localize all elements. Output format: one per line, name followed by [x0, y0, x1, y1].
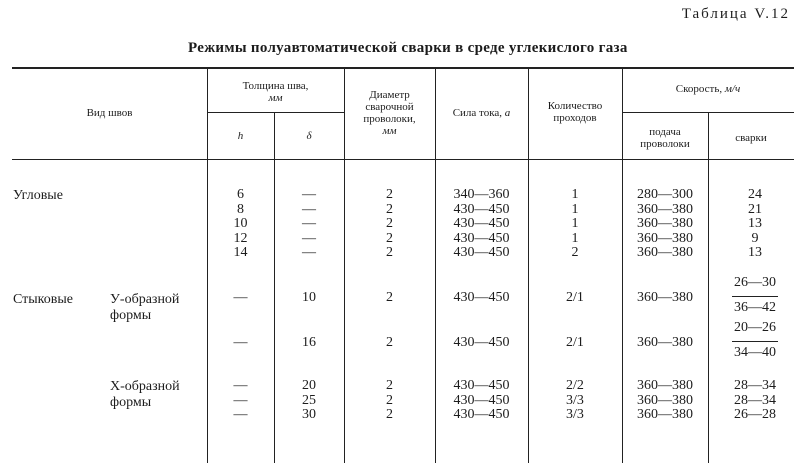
- table-cell: 360—380: [637, 230, 693, 246]
- table-cell: 3/3: [566, 392, 584, 408]
- table-cell: 360—380: [637, 392, 693, 408]
- table-cell: 1: [571, 230, 579, 246]
- table-cell: 2: [571, 245, 579, 260]
- table-cell: 2/1: [566, 290, 584, 305]
- table-cell: 2: [386, 290, 393, 305]
- x-welding-column: [708, 379, 802, 423]
- table-cell: 2/2: [566, 378, 584, 393]
- top-rule: [12, 67, 794, 69]
- table-cell: 2: [386, 407, 393, 422]
- table-cell: 6: [237, 187, 244, 202]
- table-cell: 12: [233, 230, 248, 246]
- table-cell: 360—380: [637, 378, 693, 393]
- table-cell: —: [302, 187, 316, 202]
- header-weld-type: Вид швов: [86, 107, 133, 119]
- table-cell: —: [233, 290, 248, 305]
- table-cell: 430—450: [453, 290, 510, 305]
- group-butt: Стыковые: [13, 292, 73, 307]
- table-cell: 21: [748, 201, 762, 217]
- header-h: h: [237, 130, 244, 142]
- table-cell: 2/1: [566, 335, 584, 350]
- table-cell: 360—380: [637, 216, 693, 231]
- header-current: Сила тока, а: [452, 107, 511, 119]
- table-cell: 430—450: [453, 201, 510, 217]
- table-cell: 360—380: [637, 407, 693, 422]
- x-h-column: [207, 379, 274, 423]
- fillet-passes-column: [528, 188, 622, 261]
- sub-rule-thickness: [207, 112, 344, 113]
- table-cell: 13: [748, 245, 762, 260]
- table-cell: 10: [302, 290, 316, 305]
- fraction-bar: [732, 296, 778, 297]
- table-cell: 3/3: [566, 407, 584, 422]
- table-cell: 280—300: [637, 187, 693, 202]
- table-cell: 2: [386, 230, 393, 246]
- table-cell: —: [233, 378, 248, 393]
- table-cell: 430—450: [453, 216, 510, 231]
- table-cell: 2: [386, 216, 393, 231]
- header-delta: δ: [306, 130, 312, 142]
- table-cell: 24: [748, 187, 762, 202]
- fillet-current-column: [435, 188, 528, 261]
- table-cell: 2: [386, 392, 393, 408]
- table-cell: 28—34: [734, 392, 776, 408]
- header-welding: сварки: [735, 132, 767, 144]
- header-feed: подача проволоки: [640, 126, 690, 150]
- table-cell: 2: [386, 378, 393, 393]
- table-cell: 26—28: [734, 407, 776, 422]
- header-thickness: Толщина шва, мм: [242, 80, 309, 104]
- table-cell: 430—450: [453, 407, 510, 422]
- table-cell: 2: [386, 187, 393, 202]
- table-cell: 360—380: [637, 245, 693, 260]
- x-current-column: [435, 379, 528, 423]
- table-cell: 16: [302, 335, 316, 350]
- table-cell: 1: [571, 187, 579, 202]
- x-diameter-column: [344, 379, 435, 423]
- table-cell: —: [233, 407, 248, 422]
- table-cell: 2: [386, 245, 393, 260]
- group-fillet: Угловые: [13, 188, 63, 203]
- welding-fraction: 26—30 36—42: [734, 275, 776, 315]
- x-feed-column: [622, 379, 708, 423]
- table-cell: 430—450: [453, 335, 510, 350]
- table-cell: 430—450: [453, 378, 510, 393]
- table-label: Таблица V.12: [681, 6, 790, 22]
- fillet-feed-column: [622, 188, 708, 261]
- table-cell: —: [233, 392, 248, 408]
- fillet-h-column: [207, 188, 274, 261]
- table-cell: 28—34: [734, 378, 776, 393]
- welding-fraction: 20—26 34—40: [734, 320, 776, 360]
- table-cell: 2: [386, 335, 393, 350]
- table-cell: 8: [237, 201, 244, 217]
- table-cell: 14: [233, 245, 248, 260]
- table-cell: 1: [571, 201, 579, 217]
- table-cell: 1: [571, 216, 579, 231]
- table-cell: 340—360: [453, 187, 510, 202]
- header-rule: [12, 159, 794, 160]
- x-passes-column: [528, 379, 622, 423]
- table-cell: 30: [302, 407, 316, 422]
- fillet-welding-column: [708, 188, 802, 261]
- table-cell: —: [302, 230, 316, 246]
- table-cell: 20: [302, 378, 316, 393]
- table-cell: 430—450: [453, 392, 510, 408]
- fillet-diameter-column: [344, 188, 435, 261]
- header-diameter: Диаметр сварочной проволоки, мм: [363, 89, 416, 137]
- table-cell: 360—380: [637, 290, 693, 305]
- group-v-shape: У-образной формы: [110, 292, 180, 323]
- group-x-shape: Х-образной формы: [110, 379, 180, 410]
- table-cell: —: [302, 201, 316, 217]
- table-cell: —: [233, 335, 248, 350]
- table-title: Режимы полуавтоматической сварки в среде углекислого газа: [188, 40, 628, 56]
- fillet-delta-column: [274, 188, 344, 261]
- table-cell: —: [302, 245, 316, 260]
- table-cell: 360—380: [637, 335, 693, 350]
- header-speed: Скорость, м/ч: [675, 83, 741, 95]
- table-cell: 9: [751, 230, 759, 246]
- table-cell: 360—380: [637, 201, 693, 217]
- table-cell: 430—450: [453, 245, 510, 260]
- fraction-bar: [732, 341, 778, 342]
- header-passes: Количество проходов: [547, 100, 603, 124]
- table-cell: 13: [748, 216, 762, 231]
- table-cell: 10: [233, 216, 248, 231]
- table-cell: 25: [302, 392, 316, 408]
- table-cell: —: [302, 216, 316, 231]
- table-cell: 2: [386, 201, 393, 217]
- table-cell: 430—450: [453, 230, 510, 246]
- x-delta-column: [274, 379, 344, 423]
